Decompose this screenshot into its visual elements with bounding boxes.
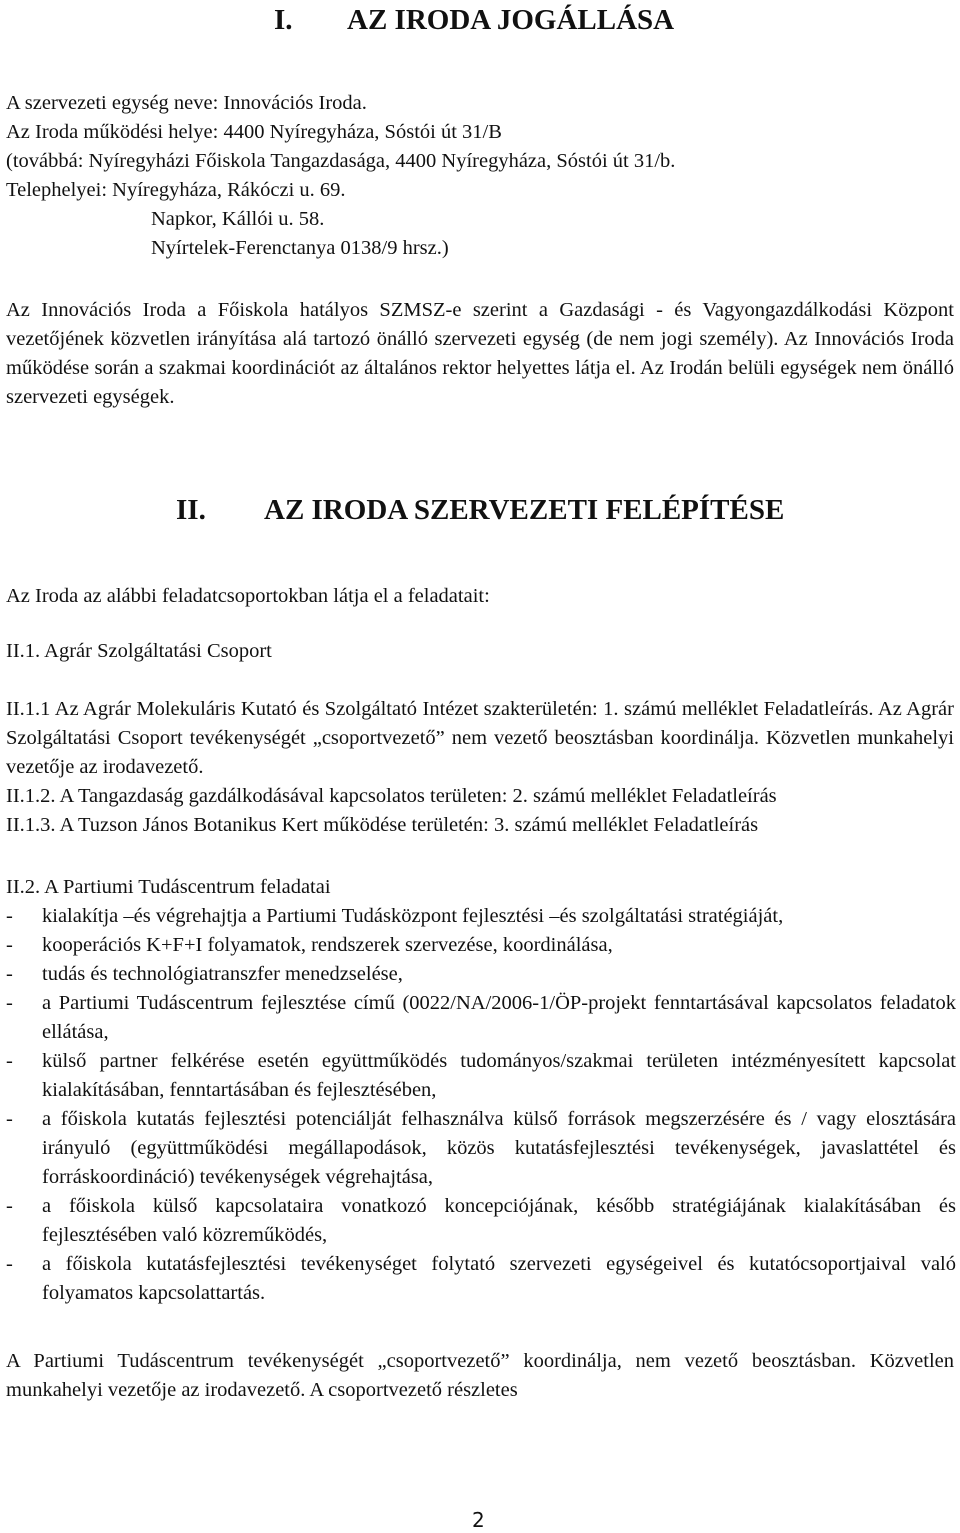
bullet-dash: -	[6, 1253, 13, 1275]
section-1-title: AZ IRODA JOGÁLLÁSA	[347, 4, 675, 36]
bullet-dash: -	[6, 1050, 13, 1072]
section-1-heading	[274, 0, 674, 40]
subsection-1-heading: II.1. Agrár Szolgáltatási Csoport	[6, 640, 272, 662]
bullet-dash: -	[6, 934, 13, 956]
subsection-1-1-paragraph: II.1.1 Az Agrár Molekuláris Kutató és Szolgáltató Intézet szakterületén: 1. számú melléklet Feladatleírás. Az Agrár Szolgáltatási Csoport tevékenységét „csoportvezető” nem vezető beosztásban koordinálja. Közvetlen munkahelyi vezetője az irodavezető.	[6, 698, 954, 778]
subsection-1-2-line: II.1.2. A Tangazdaság gazdálkodásával kapcsolatos területen: 2. számú melléklet Feladatleírás	[6, 785, 777, 807]
section-2-heading	[176, 490, 784, 530]
list-item-text: külső partner felkérése esetén együttműködés tudományos/szakmai területen intézményesített kapcsolat kialakításában, fenntartásában és fejlesztésében,	[42, 1050, 956, 1101]
subsection-2-heading: II.2. A Partiumi Tudáscentrum feladatai	[6, 876, 331, 898]
list-item-text: a főiskola külső kapcsolataira vonatkozó koncepciójának, később stratégiájának kialakításában és fejlesztésében való közreműködés,	[42, 1195, 956, 1246]
page-number: 2	[472, 1508, 485, 1532]
additional-address-line: (továbbá: Nyíregyházi Főiskola Tangazdasága, 4400 Nyíregyháza, Sóstói út 31/b.	[6, 150, 676, 172]
list-item-text: tudás és technológiatranszfer menedzselése,	[42, 963, 403, 985]
bullet-dash: -	[6, 963, 13, 985]
subsection-1-3-line: II.1.3. A Tuzson János Botanikus Kert működése területén: 3. számú melléklet Feladatleírás	[6, 814, 759, 836]
section-2-intro: Az Iroda az alábbi feladatcsoportokban látja el a feladatait:	[6, 585, 490, 607]
list-item	[6, 902, 956, 931]
list-item	[6, 1192, 956, 1250]
list-item	[6, 1250, 956, 1308]
bullet-dash: -	[6, 1108, 13, 1130]
list-item	[6, 931, 956, 960]
list-item	[6, 989, 956, 1047]
closing-paragraph: A Partiumi Tudáscentrum tevékenységét „csoportvezető” koordinálja, nem vezető beosztásban. Közvetlen munkahelyi vezetője az irodavezető. A csoportvezető részletes	[6, 1350, 954, 1401]
list-item-text: kialakítja –és végrehajtja a Partiumi Tudásközpont fejlesztési –és szolgáltatási stratégiáját,	[42, 905, 784, 927]
bullet-dash: -	[6, 905, 13, 927]
list-item-text: kooperációs K+F+I folyamatok, rendszerek szervezése, koordinálása,	[42, 934, 613, 956]
list-item	[6, 960, 956, 989]
list-item-text: a főiskola kutatás fejlesztési potenciálját felhasználva külső források megszerzésére és / vagy elosztására irányuló (együttműködési megállapodások, közös kutatásfejlesztési tevékenységek, javaslattétel és forráskoordináció) tevékenységek végrehajtása,	[42, 1108, 956, 1188]
section-2-number: II.	[176, 494, 206, 526]
list-item	[6, 1105, 956, 1192]
tasks-list	[6, 902, 956, 1308]
section-1-number: I.	[274, 4, 293, 36]
sites-line: Telephelyei: Nyíregyháza, Rákóczi u. 69.	[6, 179, 346, 201]
legal-status-paragraph: Az Innovációs Iroda a Főiskola hatályos SZMSZ-e szerint a Gazdasági - és Vagyongazdálkodási Központ vezetőjének közvetlen irányítása alá tartozó önálló szervezeti egység (de nem jogi személy). Az Innovációs Iroda működése során a szakmai koordinációt az általános rektor helyettes látja el. Az Irodán belüli egységek nem önálló szervezeti egységek.	[6, 299, 954, 408]
section-2-title: AZ IRODA SZERVEZETI FELÉPÍTÉSE	[264, 494, 785, 526]
unit-name-line: A szervezeti egység neve: Innovációs Iroda.	[6, 92, 367, 114]
bullet-dash: -	[6, 992, 13, 1014]
site-napkor: Napkor, Kállói u. 58.	[151, 208, 325, 230]
bullet-dash: -	[6, 1195, 13, 1217]
office-address-line: Az Iroda működési helye: 4400 Nyíregyháza, Sóstói út 31/B	[6, 121, 502, 143]
list-item-text: a főiskola kutatásfejlesztési tevékenységet folytató szervezeti egységeivel és kutatócsoportjaival való folyamatos kapcsolattartás.	[42, 1253, 956, 1304]
list-item	[6, 1047, 956, 1105]
list-item-text: a Partiumi Tudáscentrum fejlesztése című (0022/NA/2006-1/ÖP-projekt fenntartásával kapcsolatos feladatok ellátása,	[42, 992, 956, 1043]
site-nyirtelek: Nyírtelek-Ferenctanya 0138/9 hrsz.)	[151, 237, 449, 259]
